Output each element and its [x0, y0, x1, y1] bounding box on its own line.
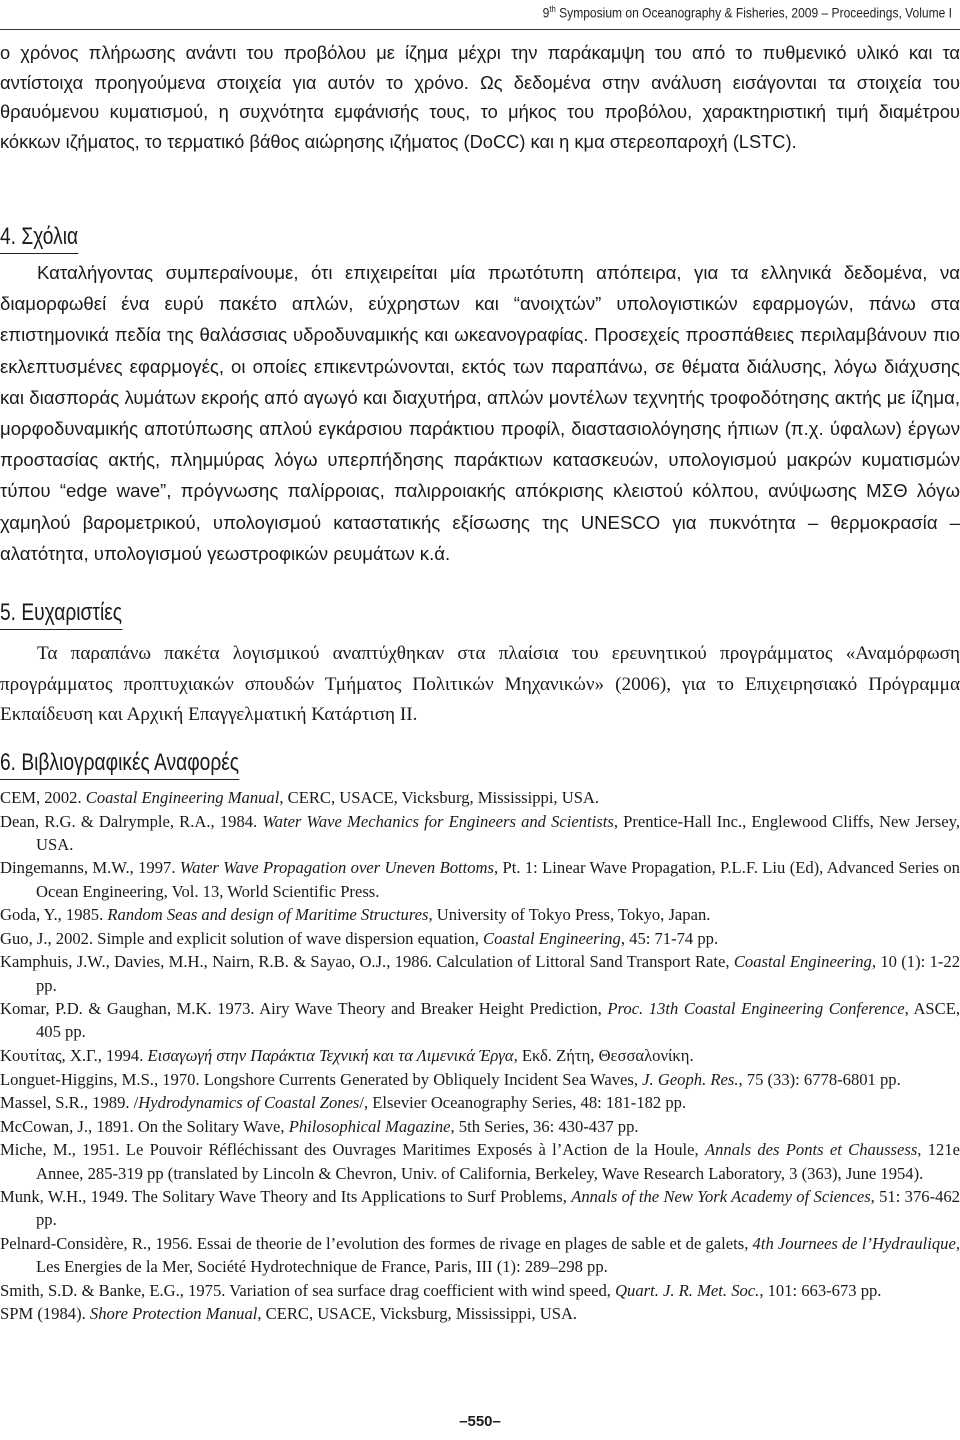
reference-item: [0, 950, 960, 996]
reference-text: CEM, 2002.: [0, 788, 86, 807]
reference-details: , 51: 376-462 pp.: [36, 1187, 960, 1230]
reference-details: , 101: 663-673 pp.: [759, 1280, 882, 1300]
reference-details: , Εκδ. Ζήτη, Θεσσαλονίκη.: [513, 1045, 694, 1065]
reference-text: Miche, M., 1951. Le Pouvoir Réfléchissant des Ouvrages Maritimes Exposés à l’Action de la Houle,: [0, 1140, 705, 1160]
reference-title: Coastal Engineering: [733, 952, 872, 972]
reference-list: [0, 786, 960, 1326]
reference-item: [0, 1091, 960, 1114]
reference-text: Guo, J., 2002. Simple and explicit solution of wave dispersion equation,: [0, 928, 484, 948]
reference-details: , Prentice-Hall Inc., Englewood Cliffs, New Jersey, USA.: [36, 811, 960, 854]
reference-title: Εισαγωγή στην Παράκτια Τεχνική και τα Λιμενικά Έργα: [147, 1045, 514, 1065]
reference-details: , ASCE, 405 pp.: [36, 999, 960, 1042]
page-number: –550–: [459, 1413, 501, 1430]
section-heading-comments: 4. Σχόλια: [0, 222, 78, 254]
reference-details: /, Elsevier Oceanography Series, 48: 181-182 pp.: [359, 1093, 687, 1113]
reference-item: [0, 856, 960, 902]
reference-details: , Pt. 1: Linear Wave Propagation, P.L.F. Liu (Ed), Advanced Series on Ocean Engineering, Vol. 13, World Scientific Press.: [36, 858, 960, 901]
reference-item: [0, 1115, 960, 1138]
reference-item: [0, 786, 960, 809]
section-heading-acknowledgements: 5. Ευχαριστίες: [0, 598, 122, 630]
reference-details: , 121e Annee, 285-319 pp (translated by Lincoln & Chevron, Univ. of California, Berkeley, Wave Research Laboratory, 3 (363), June 1954).: [36, 1140, 960, 1183]
reference-item: [0, 1138, 960, 1184]
reference-title: Coastal Engineering Manual: [85, 788, 280, 807]
reference-item: [0, 1232, 960, 1278]
section-heading-references: 6. Βιβλιογραφικές Αναφορές: [0, 748, 239, 780]
reference-item: [0, 903, 960, 926]
reference-title: J. Geoph. Res.: [642, 1069, 739, 1089]
reference-text: Dean, R.G. & Dalrymple, R.A., 1984.: [0, 811, 263, 831]
running-head: [543, 4, 952, 21]
reference-text: McCowan, J., 1891. On the Solitary Wave,: [0, 1116, 289, 1136]
reference-title: Random Seas and design of Maritime Structures: [107, 905, 429, 925]
reference-item: [0, 1279, 960, 1302]
reference-item: [0, 927, 960, 950]
reference-text: Massel, S.R., 1989. /: [0, 1093, 139, 1113]
running-head-title: Symposium on Oceanography & Fisheries, 2009 – Proceedings, Volume I: [555, 4, 952, 21]
reference-title: Hydrodynamics of Coastal Zones: [138, 1093, 360, 1113]
reference-details: , 10 (1): 1-22 pp.: [36, 952, 960, 995]
reference-text: Kamphuis, J.W., Davies, M.H., Nairn, R.B. & Sayao, O.J., 1986. Calculation of Littoral Sand Transport Rate,: [0, 952, 734, 972]
reference-text: Komar, P.D. & Gaughan, M.K. 1973. Airy Wave Theory and Breaker Height Prediction,: [0, 999, 608, 1019]
intro-paragraph: ο χρόνος πλήρωσης ανάντι του προβόλου με ίζημα μέχρι την παράκαμψη του από το πυθμενικό υλικό και τα αντίστοιχα προηγούμενα στοιχεία για αυτόν το χρόνο. Ως δεδομένα στην ανάλυση εισάγονται τα στοιχεία του θραυόμενου κυματισμού, η συχνότητα εμφάνισής τους, το μήκος του προβόλου, χαρακτηριστική τιμή διαμέτρου κόκκων ιζήματος, το τερματικό βάθος αιώρησης ιζήματος (DoCC) και η κμα στερεοπαροχή (LSTC).: [0, 42, 960, 152]
reference-details: , 5th Series, 36: 430-437 pp.: [450, 1116, 639, 1136]
reference-title: Proc. 13th Coastal Engineering Conference: [607, 999, 905, 1019]
reference-item: [0, 810, 960, 856]
section-acknowledgements-text: Τα παραπάνω πακέτα λογισμικού αναπτύχθηκαν στα πλαίσια του ερευνητικού προγράμματος «Αναμόρφωση προγράμματος προπτυχιακών σπουδών Τμήματος Πολιτικών Μηχανικών» (2006), για το Επιχειρησιακό Πρόγραμμα Εκπαίδευση και Αρχική Επαγγελματική Κατάρτιση ΙΙ.: [0, 643, 960, 725]
reference-title: Water Wave Mechanics for Engineers and Scientists: [262, 811, 614, 831]
running-head-number: 9: [542, 4, 550, 21]
reference-text: Κουτίτας, Χ.Γ., 1994.: [0, 1045, 148, 1065]
reference-details: , Les Energies de la Mer, Société Hydrotechnique de France, Paris, III (1): 289–298 pp.: [36, 1233, 960, 1277]
reference-text: Dingemanns, M.W., 1997.: [0, 858, 180, 878]
reference-details: , CERC, USACE, Vicksburg, Mississippi, USA.: [279, 788, 600, 807]
reference-details: , University of Tokyo Press, Tokyo, Japan.: [428, 905, 711, 925]
reference-title: Quart. J. R. Met. Soc.: [615, 1280, 760, 1300]
reference-title: Annals of the New York Academy of Sciences: [571, 1187, 871, 1207]
reference-item: [0, 1185, 960, 1231]
reference-title: 4th Journees de l’Hydraulique: [752, 1233, 956, 1253]
reference-title: Philosophical Magazine: [288, 1116, 451, 1136]
reference-title: Coastal Engineering: [483, 928, 621, 948]
reference-item: [0, 997, 960, 1043]
section-comments-text: [0, 258, 960, 570]
reference-title: Shore Protection Manual: [89, 1304, 258, 1324]
reference-details: , 45: 71-74 pp.: [620, 928, 719, 948]
reference-text: Pelnard-Considère, R., 1956. Essai de theorie de l’evolution des formes de rivage en plages de sable et de galets,: [0, 1233, 753, 1253]
reference-item: [0, 1302, 960, 1325]
reference-title: Water Wave Propagation over Uneven Bottoms: [179, 858, 494, 878]
reference-text: Munk, W.H., 1949. The Solitary Wave Theory and Its Applications to Surf Problems,: [0, 1187, 572, 1207]
reference-item: [0, 1044, 960, 1067]
reference-text: SPM (1984).: [0, 1304, 90, 1324]
reference-title: Annals des Ponts et Chaussess: [704, 1140, 918, 1160]
running-head-ordinal: th: [549, 4, 556, 14]
section-comments-body: Καταλήγοντας συμπεραίνουμε, ότι επιχειρείται μία πρωτότυπη απόπειρα, για τα ελληνικά δεδομένα, να διαμορφωθεί ένα ευρύ πακέτο απλών, εύχρηστων και “ανοιχτών” υπολογιστικών εφαρμογών, πάνω στα επιστημονικά πεδία της θαλάσσιας υδροδυναμικής και ωκεανογραφίας. Προσεχείς προσπάθειες περιλαμβάνουν πιο εκλεπτυσμένες εφαρμογές, οι οποίες επικεντρώνονται, εκτός των παραπάνω, σε θέματα διάλυσης, λόγω διάχυσης και διασποράς λυμάτων εκροής από αγωγό και διαχυτήρα, απλών μοντέλων τεχνητής τροφοδότησης ακτής με ίζημα, μορφοδυναμικής αποτύπωσης απλού εγκάρσιου παράκτιου προφίλ, διαστασιολόγησης ήπιων (π.χ. ύφαλων) έργων προστασίας ακτής, πλημμύρας λόγω υπερπήδησης παράκτιων κατασκευών, υπολογισμού μακρών κυματισμών τύπου “edge wave”, πρόγνωσης παλίρροιας, παλιρροιακής απόκρισης κλειστού κόλπου, ανύψωσης ΜΣΘ λόγω χαμηλού βαρομετρικού, υπολογισμού καταστατικής εξίσωσης της UNESCO για πυκνότητα – θερμοκρασία – αλατότητα, υπολογισμού γεωστροφικών ρευμάτων κ.ά.: [0, 262, 960, 564]
reference-text: Smith, S.D. & Banke, E.G., 1975. Variation of sea surface drag coefficient with wind speed,: [0, 1280, 616, 1300]
reference-text: Goda, Y., 1985.: [0, 905, 108, 925]
header-rule: [0, 29, 960, 30]
reference-details: , CERC, USACE, Vicksburg, Mississippi, USA.: [257, 1304, 578, 1324]
reference-details: , 75 (33): 6778-6801 pp.: [738, 1069, 901, 1089]
reference-item: [0, 1068, 960, 1091]
reference-text: Longuet-Higgins, M.S., 1970. Longshore Currents Generated by Obliquely Incident Sea Waves,: [0, 1069, 643, 1089]
